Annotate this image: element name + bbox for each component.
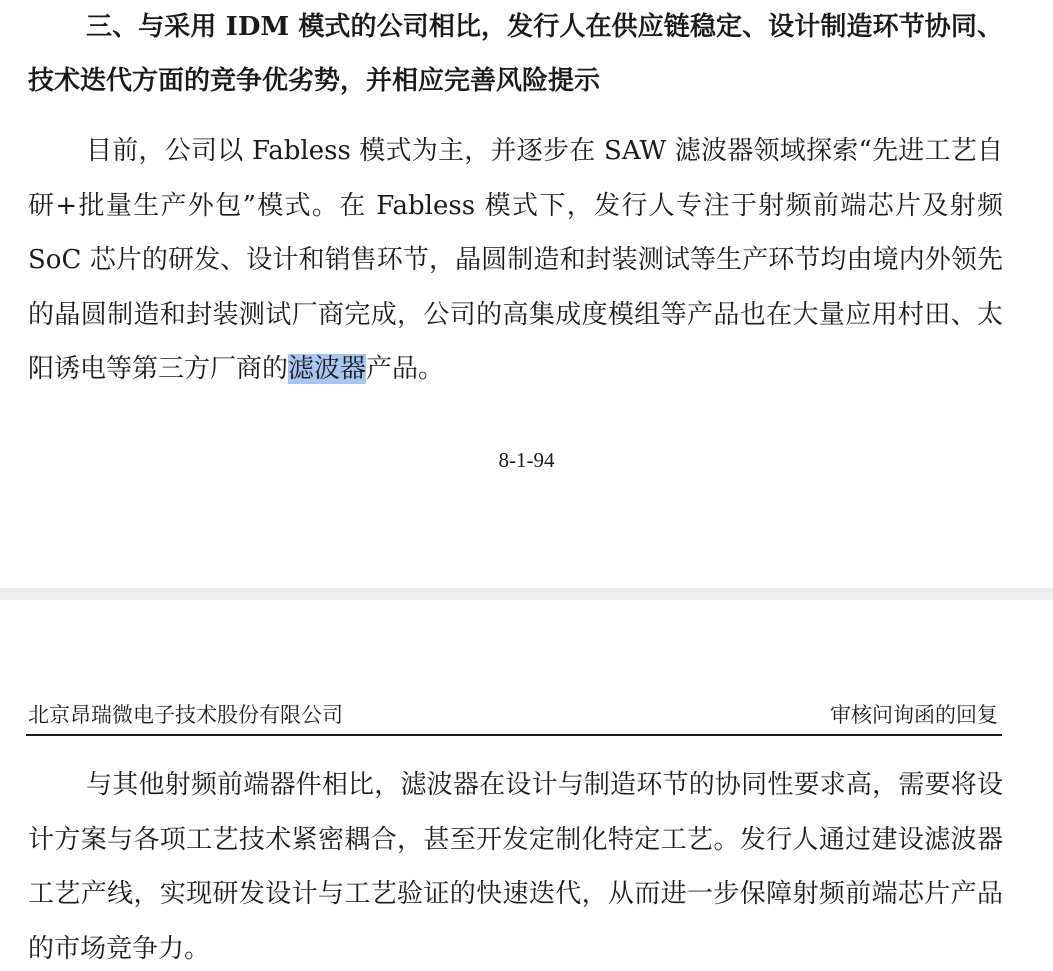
section-heading: 三、与采用 IDM 模式的公司相比，发行人在供应链稳定、设计制造环节协同、技术迭代方面的竞争优劣势，并相应完善风险提示 (28, 12, 1003, 96)
paragraph-text-end: 产品。 (366, 354, 445, 384)
body-paragraph: 与其他射频前端器件相比，滤波器在设计与制造环节的协同性要求高，需要将设计方案与各项工艺技术紧密耦合，甚至开发定制化特定工艺。发行人通过建设滤波器工艺产线，实现研发设计与工艺验证的快速迭代，从而进一步保障射频前端芯片产品的市场竞争力。 (28, 770, 1003, 964)
selected-text-highlight[interactable]: 滤波器 (288, 354, 367, 384)
running-header (26, 698, 1002, 736)
page-number: 8-1-94 (498, 448, 555, 472)
page-separator (0, 588, 1053, 600)
header-document-title: 审核问询函的回复 (830, 703, 998, 727)
header-company-name: 北京昂瑞微电子技术股份有限公司 (28, 703, 343, 727)
paragraph-text: 目前，公司以 Fabless 模式为主，并逐步在 SAW 滤波器领域探索“先进工艺自研+批量生产外包”模式。在 Fabless 模式下，发行人专注于射频前端芯片及射频 SoC 芯片的研发、设计和销售环节，晶圆制造和封装测试等生产环节均由境内外领先的晶圆制造和封装测试厂商完成，公司的高集成度模组等产品也在大量应用村田、太阳诱电等第三方厂商的 (28, 136, 1003, 384)
body-paragraph (28, 124, 1003, 397)
document-page-bottom (0, 600, 1053, 971)
